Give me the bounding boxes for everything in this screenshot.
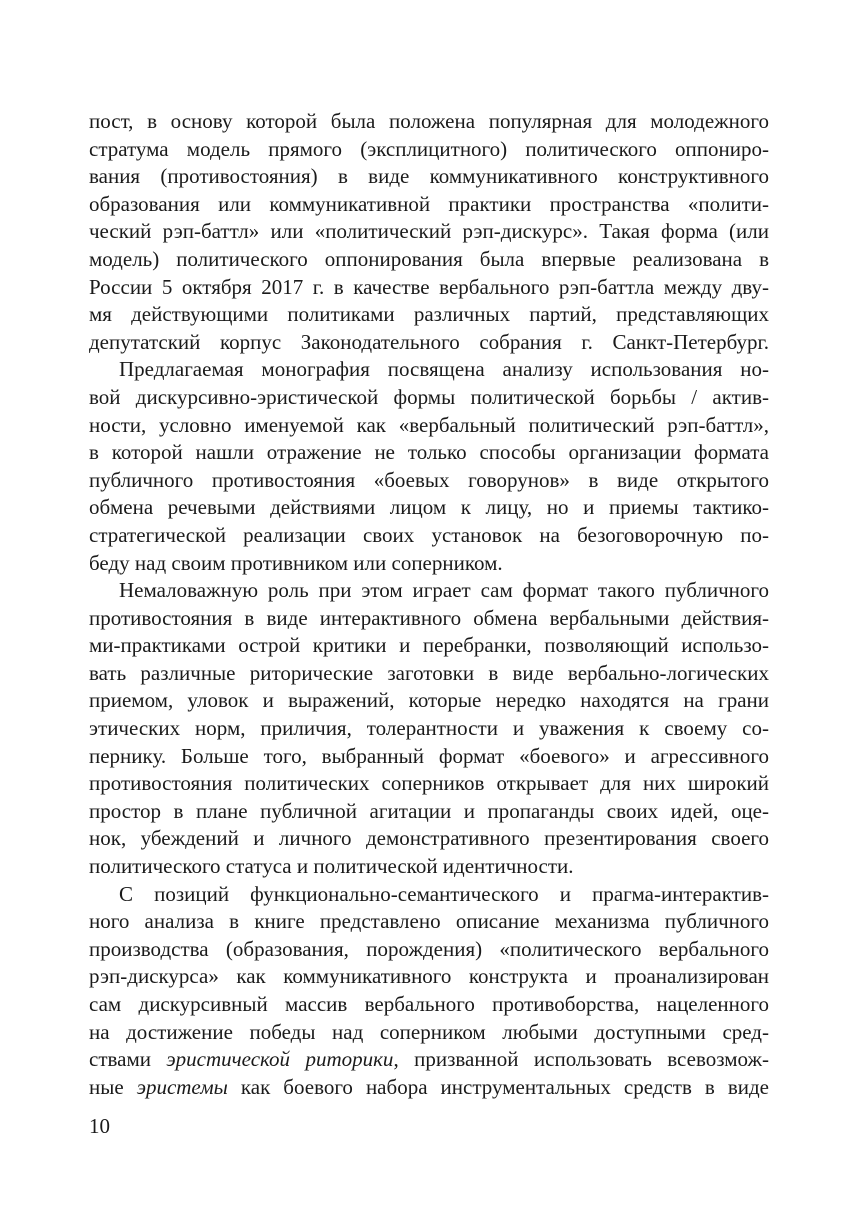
text-line: нок, убеждений и личного демонстративного презентирования своего <box>89 826 769 851</box>
text-line: вой дискурсивно-эристической формы политической борьбы / актив- <box>89 384 769 409</box>
text-line: мя действующими политиками различных партий, представляющих <box>89 302 769 327</box>
text-line: вать различные риторические заготовки в виде вербально-логических <box>89 660 769 685</box>
page-number: 10 <box>89 1114 110 1138</box>
text-line: в которой нашли отражение не только способы организации формата <box>89 440 769 465</box>
text-run: как боевого набора инструментальных средств в виде <box>227 1074 769 1099</box>
text-line: депутатский корпус Законодательного собрания г. Санкт-Петербург. <box>89 329 769 354</box>
text-line: ности, условно именуемой как «вербальный политический рэп-баттл», <box>89 412 769 437</box>
text-line: Предлагаемая монография посвящена анализу использования но- <box>119 357 769 382</box>
text-line: образования или коммуникативной практики пространства «полити- <box>89 191 769 216</box>
text-run: ствами <box>89 1047 167 1072</box>
text-line: России 5 октября 2017 г. в качестве вербального рэп-баттла между дву- <box>89 274 769 299</box>
text-line: на достижение победы над соперником любыми доступными сред- <box>89 1019 769 1044</box>
text-line: ного анализа в книге представлено описание механизма публичного <box>89 909 769 934</box>
text-line: С позиций функционально-семантического и прагма-интерактив- <box>119 881 769 906</box>
text-line: пост, в основу которой была положена популярная для молодежного <box>89 109 769 133</box>
text-line-mixed <box>89 1074 769 1102</box>
text-line: противостояния в виде интерактивного обмена вербальными действия- <box>89 605 769 630</box>
text-line: беду над своим противником или соперником. <box>89 550 503 575</box>
italic-term: эристемы <box>136 1074 228 1099</box>
text-line: производства (образования, порождения) «политического вербального <box>89 936 769 961</box>
text-line: вания (противостояния) в виде коммуникативного конструктивного <box>89 164 769 189</box>
text-line: стратума модель прямого (эксплицитного) политического оппониро- <box>89 136 769 161</box>
italic-term: эристической риторики <box>166 1047 394 1072</box>
text-line: этических норм, приличия, толерантности и уважения к своему со- <box>89 716 769 741</box>
text-line: модель) политического оппонирования была впервые реализована в <box>89 246 769 271</box>
text-line-mixed <box>89 1046 769 1074</box>
text-line: стратегической реализации своих установок на безоговорочную по- <box>89 522 769 547</box>
text-line: ми-практиками острой критики и перебранки, позволяющий использо- <box>89 633 769 658</box>
text-line: сам дискурсивный массив вербального противоборства, нацеленного <box>89 992 769 1016</box>
text-line: пернику. Больше того, выбранный формат «боевого» и агрессивного <box>89 743 769 768</box>
text-run: , призванной использовать всевозмож- <box>393 1047 769 1072</box>
text-line: рэп-дискурса» как коммуникативного конструкта и проанализирован <box>89 964 769 989</box>
text-line: Немаловажную роль при этом играет сам формат такого публичного <box>119 578 769 603</box>
text-line: ческий рэп-баттл» или «политический рэп-дискурс». Такая форма (или <box>89 219 769 244</box>
text-line: приемом, уловок и выражений, которые нередко находятся на грани <box>89 688 769 713</box>
text-line: публичного противостояния «боевых говорунов» в виде открытого <box>89 467 769 492</box>
body-text <box>89 108 769 1101</box>
text-line: противостояния политических соперников открывает для них широкий <box>89 771 769 796</box>
text-line: политического статуса и политической идентичности. <box>89 854 574 879</box>
text-run: ные <box>89 1074 137 1099</box>
text-line: простор в плане публичной агитации и пропаганды своих идей, оце- <box>89 798 769 823</box>
text-line: обмена речевыми действиями лицом к лицу, но и приемы тактико- <box>89 495 769 520</box>
